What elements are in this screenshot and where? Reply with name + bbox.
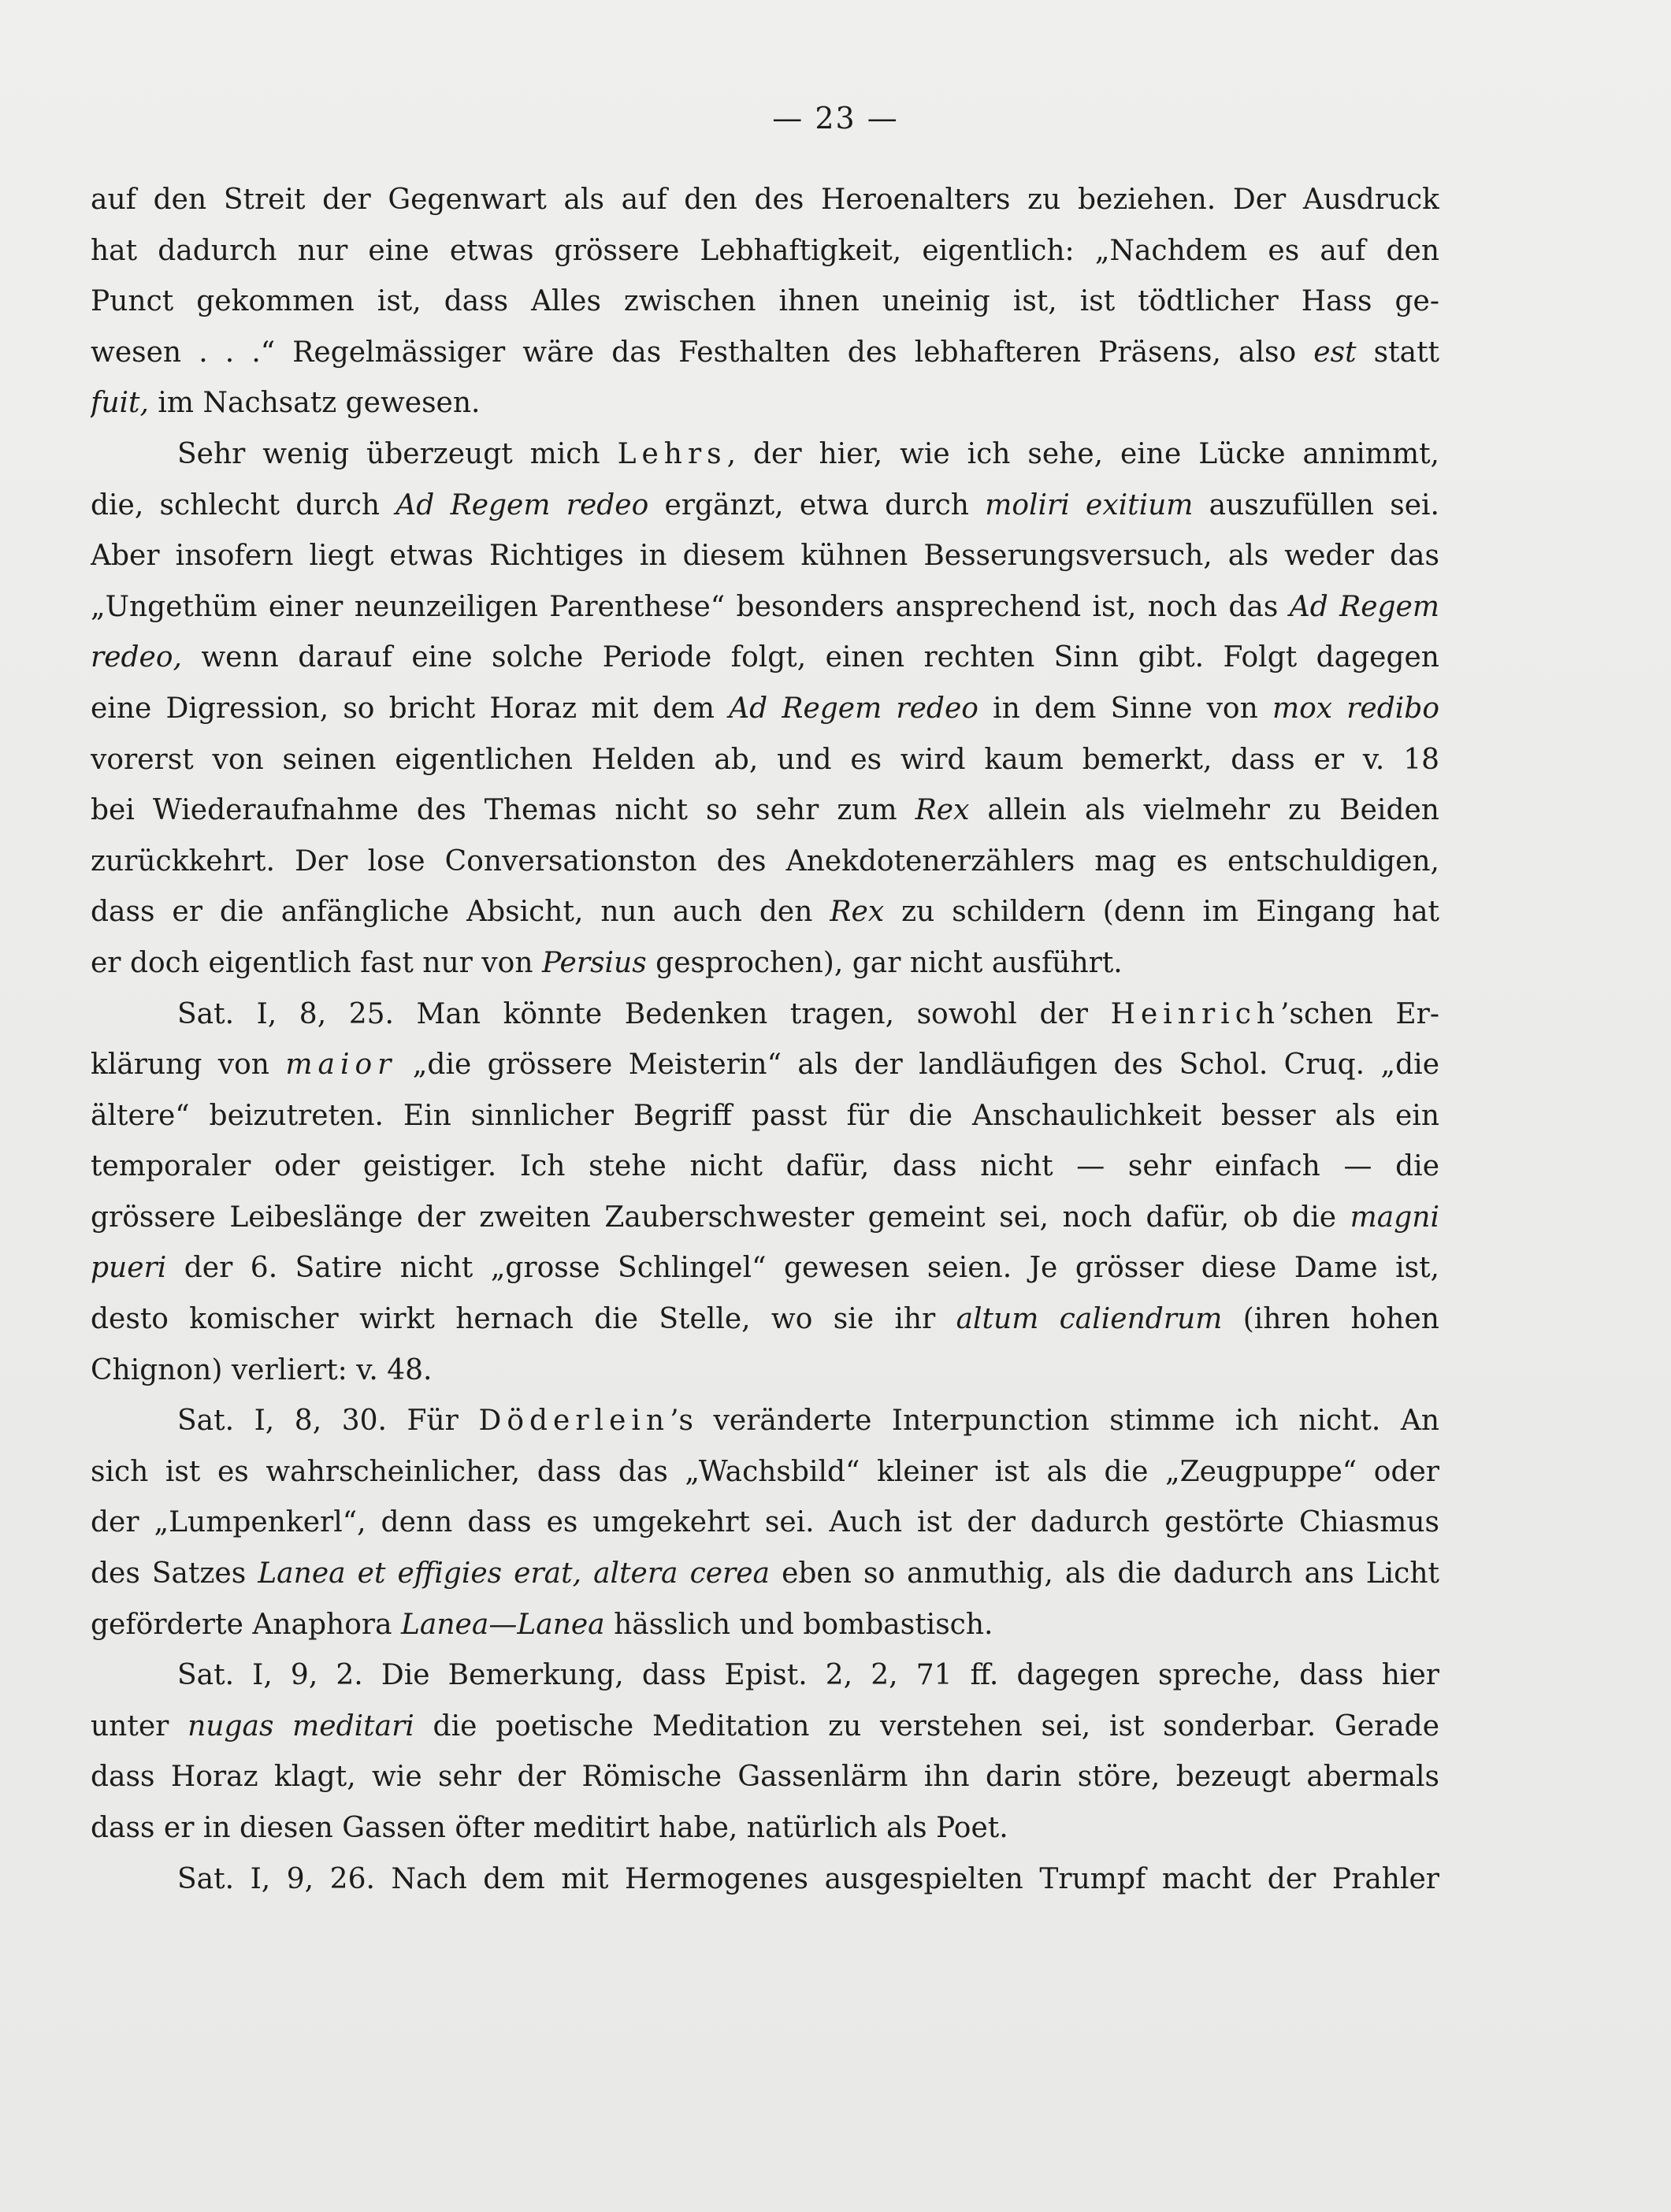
text-run: in dem Sinne von [978, 692, 1272, 725]
text-run: zu schildern (denn im Eingang hat [884, 896, 1439, 929]
italic-text: Rex [830, 896, 885, 929]
text-run: eben so anmuthig, als die dadurch ans Licht [770, 1557, 1439, 1590]
text-run: temporaler oder geistiger. Ich stehe nicht dafür, dass nicht — sehr einfach — die [91, 1150, 1439, 1183]
text-run: die, schlecht durch [91, 488, 396, 521]
text-line [91, 1294, 1439, 1345]
text-run: dass er die anfängliche Absicht, nun auch den [91, 896, 830, 929]
text-run: desto komischer wirkt hernach die Stelle, wo sie ihr [91, 1303, 956, 1336]
text-line [91, 1193, 1439, 1244]
text-line [91, 1854, 1439, 1906]
text-line [91, 531, 1439, 582]
italic-text: fuit, [91, 387, 149, 420]
text-line [91, 1498, 1439, 1549]
text-run: grössere Leibeslänge der zweiten Zauberschwester gemeint sei, noch dafür, ob die [91, 1201, 1350, 1234]
italic-text: magni [1350, 1201, 1439, 1234]
text-line [91, 887, 1439, 938]
spaced-text: Heinrich [1110, 997, 1281, 1030]
text-line [91, 582, 1439, 633]
text-line [91, 785, 1439, 837]
text-run: Punct gekommen ist, dass Alles zwischen ihnen uneinig ist, ist tödtlicher Hass ge- [91, 285, 1439, 318]
text-line [91, 735, 1439, 786]
italic-text: Persius [541, 946, 647, 979]
text-run: des Satzes [91, 1557, 258, 1590]
text-run: eine Digression, so bricht Horaz mit dem [91, 692, 730, 725]
text-run: „die grössere Meisterin“ als der landläufigen des Schol. Cruq. „die [396, 1048, 1439, 1082]
text-run: wenn darauf eine solche Periode folgt, einen rechten Sinn gibt. Folgt dagegen [181, 641, 1439, 674]
text-run: Chignon) verliert: v. 48. [91, 1353, 433, 1386]
text-line [91, 1600, 1439, 1651]
text-line [91, 1091, 1439, 1142]
text-run: allein als vielmehr zu Beiden [969, 794, 1439, 827]
text-line [91, 378, 1439, 429]
text-run: Sat. I, 8, 30. Für [177, 1405, 479, 1438]
text-run: Sat. I, 9, 26. Nach dem mit Hermogenes ausgespielten Trumpf macht der Prahler [177, 1862, 1439, 1895]
text-line [91, 276, 1439, 328]
italic-text: maior [285, 1048, 397, 1082]
text-run: bei Wiederaufnahme des Themas nicht so sehr zum [91, 794, 915, 827]
page-number: — 23 — [772, 101, 899, 135]
text-run: er doch eigentlich fast nur von [91, 946, 542, 979]
italic-text: pueri [91, 1252, 167, 1285]
italic-text: Lanea—Lanea [401, 1608, 605, 1641]
text-run: sich ist es wahrscheinlicher, dass das „Wachsbild“ kleiner ist als die „Zeugpuppe“ oder [91, 1455, 1439, 1488]
text-line [91, 1650, 1439, 1702]
text-line [91, 1345, 1439, 1397]
text-run: statt [1356, 336, 1439, 369]
text-run: vorerst von seinen eigentlichen Helden ab, und es wird kaum bemerkt, dass er v. 18 [91, 743, 1439, 776]
spaced-text: Döderlein [478, 1405, 670, 1438]
italic-text: Lanea et effigies erat, altera cerea [258, 1557, 771, 1590]
italic-text: Ad Regem redeo [395, 488, 649, 521]
text-line [91, 1803, 1439, 1854]
text-run: „Ungethüm einer neunzeiligen Parenthese“ besonders ansprechend ist, noch das [91, 590, 1290, 623]
text-run: der 6. Satire nicht „grosse Schlingel“ gewesen seien. Je grösser diese Dame ist, [166, 1252, 1439, 1285]
text-run: der „Lumpenkerl“, denn dass es umgekehrt sei. Auch ist der dadurch gestörte Chiasmus [91, 1506, 1439, 1539]
text-run: gesprochen), gar nicht ausführt. [646, 946, 1123, 979]
italic-text: redeo, [91, 641, 182, 674]
text-line [91, 938, 1439, 989]
italic-text: Ad Regem [1289, 590, 1439, 623]
text-line [91, 1447, 1439, 1498]
text-run: Sat. I, 9, 2. Die Bemerkung, dass Epist. 2, 2, 71 ff. dagegen spreche, dass hier [177, 1659, 1439, 1692]
text-line [91, 1396, 1439, 1447]
text-run: ’s veränderte Interpunction stimme ich nicht. An [670, 1405, 1439, 1438]
text-run: ältere“ beizutreten. Ein sinnlicher Begriff passt für die Anschaulichkeit besser als ein [91, 1099, 1439, 1132]
text-line [91, 1141, 1439, 1193]
text-run: klärung von [91, 1048, 286, 1082]
italic-text: altum caliendrum [956, 1303, 1223, 1336]
text-run: Aber insofern liegt etwas Richtiges in diesem kühnen Besserungsversuch, als weder das [91, 540, 1439, 573]
text-run: zurückkehrt. Der lose Conversationston des Anekdotenerzählers mag es entschuldigen, [91, 844, 1439, 878]
text-line [91, 1549, 1439, 1600]
italic-text: Rex [915, 794, 970, 827]
text-line [91, 684, 1439, 735]
italic-text: moliri exitium [985, 488, 1194, 521]
text-line [91, 328, 1439, 379]
text-run: im Nachsatz gewesen. [148, 387, 481, 420]
text-run: ergänzt, etwa durch [648, 488, 986, 521]
text-run: unter [91, 1709, 188, 1743]
text-line [91, 1040, 1439, 1091]
text-run: (ihren hohen [1222, 1303, 1439, 1336]
text-run: dass Horaz klagt, wie sehr der Römische Gassenlärm ihn darin störe, bezeugt abermals [91, 1761, 1439, 1794]
body-text [91, 175, 1439, 1905]
text-line [91, 837, 1439, 888]
text-line [91, 226, 1439, 277]
italic-text: mox redibo [1272, 692, 1439, 725]
text-line [91, 989, 1439, 1041]
text-line [91, 1243, 1439, 1294]
text-run: die poetische Meditation zu verstehen sei, ist sonderbar. Gerade [414, 1709, 1439, 1743]
italic-text: est [1313, 336, 1357, 369]
text-run: ’schen Er- [1280, 997, 1439, 1030]
spaced-text: Lehrs [617, 437, 727, 470]
italic-text: Ad Regem redeo [729, 692, 978, 725]
text-run: hat dadurch nur eine etwas grössere Lebhaftigkeit, eigentlich: „Nachdem es auf den [91, 234, 1439, 267]
text-line [91, 175, 1439, 226]
text-line [91, 481, 1439, 532]
text-line [91, 1752, 1439, 1803]
text-run: auf den Streit der Gegenwart als auf den des Heroenalters zu beziehen. Der Ausdruck [91, 184, 1439, 216]
text-run: wesen . . .“ Regelmässiger wäre das Festhalten des lebhafteren Präsens, also [91, 336, 1314, 369]
text-line [91, 633, 1439, 684]
text-run: auszufüllen sei. [1193, 488, 1439, 521]
text-run: dass er in diesen Gassen öfter meditirt habe, natürlich als Poet. [91, 1812, 1008, 1844]
italic-text: nugas meditari [188, 1709, 414, 1743]
text-line [91, 429, 1439, 481]
text-run: Sehr wenig überzeugt mich [177, 437, 618, 470]
text-line [91, 1702, 1439, 1753]
text-run: Sat. I, 8, 25. Man könnte Bedenken tragen, sowohl der [177, 997, 1111, 1030]
text-run: geförderte Anaphora [91, 1608, 401, 1641]
text-run: hässlich und bombastisch. [604, 1608, 993, 1641]
text-run: , der hier, wie ich sehe, eine Lücke annimmt, [726, 437, 1439, 470]
